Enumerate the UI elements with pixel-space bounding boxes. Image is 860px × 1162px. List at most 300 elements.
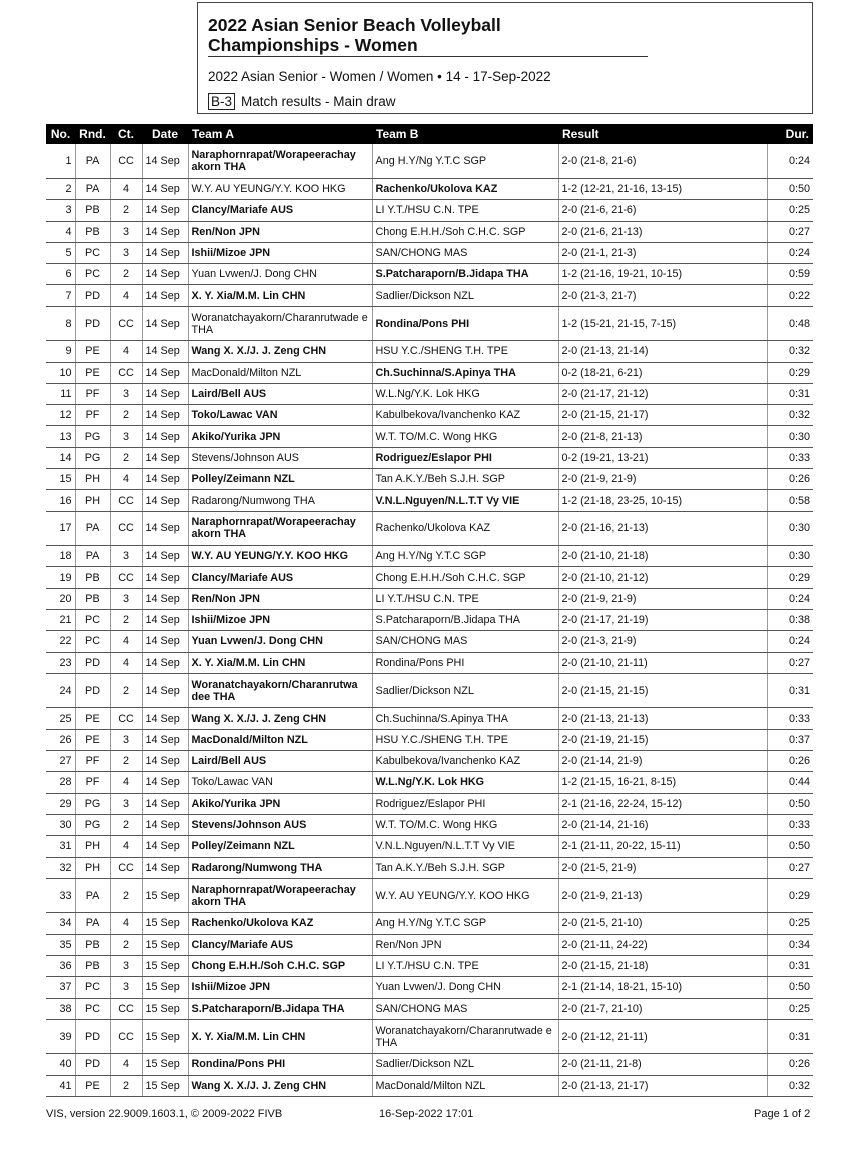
cell-team-b: W.T. TO/M.C. Wong HKG (372, 814, 558, 835)
cell-duration: 0:38 (767, 610, 813, 631)
cell-court: 2 (110, 264, 142, 285)
cell-result: 2-0 (21-15, 21-18) (558, 955, 767, 976)
cell-team-a: Yuan Lvwen/J. Dong CHN (188, 264, 372, 285)
cell-result: 2-0 (21-1, 21-3) (558, 242, 767, 263)
cell-duration: 0:32 (767, 405, 813, 426)
cell-round: PG (75, 793, 110, 814)
cell-date: 14 Sep (142, 144, 188, 179)
cell-duration: 0:25 (767, 998, 813, 1019)
cell-result: 2-0 (21-16, 21-13) (558, 511, 767, 546)
cell-round: PG (75, 447, 110, 468)
cell-date: 14 Sep (142, 242, 188, 263)
cell-match-no: 25 (46, 708, 75, 729)
table-row (46, 200, 813, 221)
cell-result: 2-1 (21-14, 18-21, 15-10) (558, 977, 767, 998)
cell-court: CC (110, 998, 142, 1019)
cell-round: PD (75, 652, 110, 673)
footer-page-number: Page 1 of 2 (754, 1108, 811, 1120)
cell-court: 3 (110, 793, 142, 814)
cell-round: PA (75, 913, 110, 934)
cell-court: CC (110, 567, 142, 588)
cell-court: 2 (110, 1075, 142, 1096)
cell-team-b: LI Y.T./HSU C.N. TPE (372, 588, 558, 609)
header-box (197, 2, 813, 114)
table-row (46, 546, 813, 567)
table-row (46, 793, 813, 814)
cell-court: 2 (110, 814, 142, 835)
cell-date: 14 Sep (142, 588, 188, 609)
cell-team-a: Ishii/Mizoe JPN (188, 977, 372, 998)
cell-team-b: Rodriguez/Eslapor PHI (372, 793, 558, 814)
table-row (46, 955, 813, 976)
table-row (46, 306, 813, 341)
table-row (46, 913, 813, 934)
cell-duration: 0:59 (767, 264, 813, 285)
cell-court: CC (110, 1019, 142, 1054)
section-code: B-3 (208, 93, 235, 110)
cell-match-no: 2 (46, 179, 75, 200)
cell-duration: 0:30 (767, 546, 813, 567)
cell-team-b: Tan A.K.Y./Beh S.J.H. SGP (372, 469, 558, 490)
cell-team-a: Woranatchayakorn/Charanrutwa dee THA (188, 673, 372, 708)
cell-result: 1-2 (21-16, 19-21, 10-15) (558, 264, 767, 285)
cell-team-b: HSU Y.C./SHENG T.H. TPE (372, 341, 558, 362)
cell-duration: 0:50 (767, 179, 813, 200)
col-header-team-a: Team A (188, 124, 372, 144)
cell-duration: 0:33 (767, 447, 813, 468)
table-row (46, 673, 813, 708)
cell-match-no: 3 (46, 200, 75, 221)
cell-match-no: 15 (46, 469, 75, 490)
cell-round: PF (75, 383, 110, 404)
cell-date: 14 Sep (142, 708, 188, 729)
table-row (46, 631, 813, 652)
cell-team-b: SAN/CHONG MAS (372, 242, 558, 263)
cell-court: 4 (110, 836, 142, 857)
event-subtitle: 2022 Asian Senior - Women / Women • 14 - 17-Sep-2022 (208, 69, 551, 84)
cell-result: 2-0 (21-12, 21-11) (558, 1019, 767, 1054)
cell-team-b: Rondina/Pons PHI (372, 652, 558, 673)
cell-duration: 0:29 (767, 567, 813, 588)
cell-result: 2-0 (21-8, 21-6) (558, 144, 767, 179)
cell-date: 14 Sep (142, 729, 188, 750)
cell-team-a: MacDonald/Milton NZL (188, 729, 372, 750)
table-row (46, 836, 813, 857)
cell-court: 4 (110, 285, 142, 306)
cell-duration: 0:25 (767, 913, 813, 934)
cell-result: 2-0 (21-11, 21-8) (558, 1054, 767, 1075)
cell-round: PA (75, 546, 110, 567)
cell-team-b: Ang H.Y/Ng Y.T.C SGP (372, 144, 558, 179)
cell-court: 4 (110, 652, 142, 673)
cell-date: 14 Sep (142, 405, 188, 426)
table-row (46, 405, 813, 426)
cell-match-no: 14 (46, 447, 75, 468)
cell-team-b: V.N.L.Nguyen/N.L.T.T Vy VIE (372, 836, 558, 857)
cell-team-a: MacDonald/Milton NZL (188, 362, 372, 383)
table-row (46, 977, 813, 998)
cell-team-a: X. Y. Xia/M.M. Lin CHN (188, 285, 372, 306)
cell-date: 14 Sep (142, 610, 188, 631)
cell-team-b: Woranatchayakorn/Charanrutwade e THA (372, 1019, 558, 1054)
cell-team-b: Sadlier/Dickson NZL (372, 673, 558, 708)
cell-duration: 0:31 (767, 383, 813, 404)
table-header-row (46, 124, 813, 144)
cell-team-b: LI Y.T./HSU C.N. TPE (372, 200, 558, 221)
cell-match-no: 27 (46, 751, 75, 772)
cell-court: CC (110, 306, 142, 341)
cell-team-b: Sadlier/Dickson NZL (372, 1054, 558, 1075)
cell-date: 14 Sep (142, 567, 188, 588)
col-header-round: Rnd. (75, 124, 110, 144)
cell-duration: 0:37 (767, 729, 813, 750)
table-row (46, 447, 813, 468)
cell-match-no: 16 (46, 490, 75, 511)
cell-result: 1-2 (15-21, 21-15, 7-15) (558, 306, 767, 341)
cell-team-b: Rodriguez/Eslapor PHI (372, 447, 558, 468)
cell-date: 14 Sep (142, 772, 188, 793)
cell-result: 1-2 (21-18, 23-25, 10-15) (558, 490, 767, 511)
table-row (46, 242, 813, 263)
cell-duration: 0:50 (767, 836, 813, 857)
cell-result: 2-0 (21-6, 21-6) (558, 200, 767, 221)
cell-team-a: Naraphornrapat/Worapeerachay akorn THA (188, 511, 372, 546)
table-row (46, 857, 813, 878)
cell-court: 3 (110, 221, 142, 242)
cell-duration: 0:29 (767, 362, 813, 383)
cell-court: CC (110, 511, 142, 546)
cell-court: CC (110, 362, 142, 383)
cell-round: PF (75, 751, 110, 772)
cell-date: 14 Sep (142, 447, 188, 468)
cell-team-b: V.N.L.Nguyen/N.L.T.T Vy VIE (372, 490, 558, 511)
cell-team-b: W.L.Ng/Y.K. Lok HKG (372, 772, 558, 793)
cell-result: 2-1 (21-11, 20-22, 15-11) (558, 836, 767, 857)
title-line-1: 2022 Asian Senior Beach Volleyball (208, 15, 501, 35)
table-row (46, 708, 813, 729)
footer-datetime: 16-Sep-2022 17:01 (379, 1108, 474, 1120)
cell-result: 2-0 (21-13, 21-14) (558, 341, 767, 362)
cell-match-no: 7 (46, 285, 75, 306)
cell-duration: 0:24 (767, 588, 813, 609)
cell-match-no: 23 (46, 652, 75, 673)
page-title (208, 15, 648, 57)
cell-match-no: 19 (46, 567, 75, 588)
cell-round: PH (75, 857, 110, 878)
cell-match-no: 26 (46, 729, 75, 750)
cell-date: 15 Sep (142, 913, 188, 934)
cell-team-b: SAN/CHONG MAS (372, 631, 558, 652)
cell-match-no: 22 (46, 631, 75, 652)
cell-team-b: Ang H.Y/Ng Y.T.C SGP (372, 546, 558, 567)
cell-round: PC (75, 610, 110, 631)
cell-date: 14 Sep (142, 673, 188, 708)
cell-duration: 0:32 (767, 341, 813, 362)
cell-team-a: Woranatchayakorn/Charanrutwade e THA (188, 306, 372, 341)
cell-result: 2-0 (21-15, 21-17) (558, 405, 767, 426)
table-row (46, 426, 813, 447)
cell-duration: 0:34 (767, 934, 813, 955)
cell-duration: 0:31 (767, 673, 813, 708)
cell-team-a: Radarong/Numwong THA (188, 490, 372, 511)
cell-duration: 0:30 (767, 426, 813, 447)
cell-result: 2-0 (21-9, 21-9) (558, 469, 767, 490)
cell-team-b: LI Y.T./HSU C.N. TPE (372, 955, 558, 976)
cell-date: 14 Sep (142, 490, 188, 511)
table-row (46, 567, 813, 588)
cell-duration: 0:44 (767, 772, 813, 793)
cell-court: 3 (110, 955, 142, 976)
cell-result: 2-0 (21-3, 21-9) (558, 631, 767, 652)
cell-court: 2 (110, 751, 142, 772)
cell-team-b: Chong E.H.H./Soh C.H.C. SGP (372, 221, 558, 242)
table-row (46, 511, 813, 546)
cell-court: 4 (110, 341, 142, 362)
cell-round: PH (75, 836, 110, 857)
cell-date: 14 Sep (142, 793, 188, 814)
cell-duration: 0:48 (767, 306, 813, 341)
cell-result: 2-0 (21-10, 21-12) (558, 567, 767, 588)
cell-result: 2-0 (21-14, 21-16) (558, 814, 767, 835)
cell-duration: 0:32 (767, 1075, 813, 1096)
table-row (46, 1054, 813, 1075)
cell-duration: 0:24 (767, 631, 813, 652)
cell-round: PH (75, 469, 110, 490)
cell-duration: 0:24 (767, 242, 813, 263)
cell-result: 2-0 (21-8, 21-13) (558, 426, 767, 447)
cell-match-no: 12 (46, 405, 75, 426)
cell-team-a: Toko/Lawac VAN (188, 772, 372, 793)
cell-round: PD (75, 306, 110, 341)
cell-match-no: 5 (46, 242, 75, 263)
footer-version: VIS, version 22.9009.1603.1, © 2009-2022 FIVB (46, 1108, 283, 1120)
cell-round: PG (75, 814, 110, 835)
cell-team-b: S.Patcharaporn/B.Jidapa THA (372, 610, 558, 631)
cell-round: PC (75, 977, 110, 998)
cell-date: 14 Sep (142, 362, 188, 383)
cell-team-b: Rachenko/Ukolova KAZ (372, 179, 558, 200)
cell-result: 2-0 (21-19, 21-15) (558, 729, 767, 750)
cell-date: 14 Sep (142, 306, 188, 341)
cell-round: PA (75, 878, 110, 913)
cell-result: 2-0 (21-9, 21-13) (558, 878, 767, 913)
cell-team-b: MacDonald/Milton NZL (372, 1075, 558, 1096)
cell-team-a: Radarong/Numwong THA (188, 857, 372, 878)
cell-date: 14 Sep (142, 341, 188, 362)
cell-team-a: Wang X. X./J. J. Zeng CHN (188, 341, 372, 362)
cell-result: 2-0 (21-9, 21-9) (558, 588, 767, 609)
cell-round: PF (75, 405, 110, 426)
table-row (46, 610, 813, 631)
cell-court: 4 (110, 1054, 142, 1075)
cell-date: 15 Sep (142, 1019, 188, 1054)
cell-date: 14 Sep (142, 264, 188, 285)
cell-team-a: Akiko/Yurika JPN (188, 426, 372, 447)
cell-round: PE (75, 1075, 110, 1096)
table-row (46, 221, 813, 242)
cell-date: 14 Sep (142, 511, 188, 546)
cell-team-a: Clancy/Mariafe AUS (188, 567, 372, 588)
cell-result: 0-2 (18-21, 6-21) (558, 362, 767, 383)
cell-match-no: 13 (46, 426, 75, 447)
cell-match-no: 35 (46, 934, 75, 955)
results-table (46, 124, 813, 1097)
cell-team-b: Rachenko/Ukolova KAZ (372, 511, 558, 546)
cell-court: 2 (110, 934, 142, 955)
cell-match-no: 38 (46, 998, 75, 1019)
cell-date: 15 Sep (142, 934, 188, 955)
cell-result: 2-0 (21-3, 21-7) (558, 285, 767, 306)
cell-duration: 0:26 (767, 751, 813, 772)
cell-match-no: 8 (46, 306, 75, 341)
cell-duration: 0:26 (767, 469, 813, 490)
cell-duration: 0:31 (767, 955, 813, 976)
cell-result: 2-0 (21-7, 21-10) (558, 998, 767, 1019)
cell-team-a: Ren/Non JPN (188, 221, 372, 242)
cell-match-no: 18 (46, 546, 75, 567)
cell-duration: 0:27 (767, 652, 813, 673)
cell-round: PA (75, 179, 110, 200)
cell-team-a: Toko/Lawac VAN (188, 405, 372, 426)
cell-team-a: Ishii/Mizoe JPN (188, 610, 372, 631)
cell-duration: 0:25 (767, 200, 813, 221)
table-row (46, 1019, 813, 1054)
cell-court: 3 (110, 383, 142, 404)
cell-court: 2 (110, 447, 142, 468)
cell-team-a: X. Y. Xia/M.M. Lin CHN (188, 652, 372, 673)
cell-team-b: Ren/Non JPN (372, 934, 558, 955)
col-header-court: Ct. (110, 124, 142, 144)
cell-date: 14 Sep (142, 426, 188, 447)
cell-team-b: Ch.Suchinna/S.Apinya THA (372, 362, 558, 383)
cell-court: CC (110, 144, 142, 179)
table-row (46, 772, 813, 793)
table-row (46, 1075, 813, 1096)
cell-court: 4 (110, 631, 142, 652)
cell-result: 1-2 (21-15, 16-21, 8-15) (558, 772, 767, 793)
table-row (46, 264, 813, 285)
cell-match-no: 30 (46, 814, 75, 835)
cell-duration: 0:22 (767, 285, 813, 306)
cell-round: PE (75, 708, 110, 729)
cell-court: 3 (110, 588, 142, 609)
cell-team-a: Rondina/Pons PHI (188, 1054, 372, 1075)
cell-team-a: Naraphornrapat/Worapeerachay akorn THA (188, 144, 372, 179)
cell-team-a: W.Y. AU YEUNG/Y.Y. KOO HKG (188, 546, 372, 567)
cell-match-no: 4 (46, 221, 75, 242)
cell-team-a: X. Y. Xia/M.M. Lin CHN (188, 1019, 372, 1054)
cell-match-no: 33 (46, 878, 75, 913)
cell-result: 2-0 (21-14, 21-9) (558, 751, 767, 772)
cell-team-a: Polley/Zeimann NZL (188, 469, 372, 490)
cell-result: 2-0 (21-11, 24-22) (558, 934, 767, 955)
cell-court: 2 (110, 610, 142, 631)
table-row (46, 814, 813, 835)
cell-match-no: 17 (46, 511, 75, 546)
cell-round: PC (75, 264, 110, 285)
cell-round: PB (75, 221, 110, 242)
title-line-2: Championships - Women (208, 35, 418, 55)
cell-duration: 0:27 (767, 857, 813, 878)
cell-court: CC (110, 490, 142, 511)
cell-result: 1-2 (12-21, 21-16, 13-15) (558, 179, 767, 200)
col-header-team-b: Team B (372, 124, 558, 144)
cell-round: PB (75, 934, 110, 955)
cell-match-no: 24 (46, 673, 75, 708)
cell-date: 14 Sep (142, 200, 188, 221)
cell-team-b: HSU Y.C./SHENG T.H. TPE (372, 729, 558, 750)
cell-team-a: Ishii/Mizoe JPN (188, 242, 372, 263)
cell-date: 14 Sep (142, 546, 188, 567)
cell-duration: 0:33 (767, 814, 813, 835)
cell-round: PD (75, 285, 110, 306)
cell-team-a: Wang X. X./J. J. Zeng CHN (188, 1075, 372, 1096)
cell-duration: 0:31 (767, 1019, 813, 1054)
cell-match-no: 9 (46, 341, 75, 362)
cell-round: PH (75, 490, 110, 511)
table-row (46, 341, 813, 362)
cell-match-no: 1 (46, 144, 75, 179)
cell-team-b: Sadlier/Dickson NZL (372, 285, 558, 306)
table-row (46, 285, 813, 306)
table-row (46, 729, 813, 750)
cell-date: 14 Sep (142, 631, 188, 652)
col-header-result: Result (558, 124, 767, 144)
cell-team-a: W.Y. AU YEUNG/Y.Y. KOO HKG (188, 179, 372, 200)
cell-date: 14 Sep (142, 179, 188, 200)
cell-match-no: 28 (46, 772, 75, 793)
cell-court: 4 (110, 469, 142, 490)
cell-court: 3 (110, 977, 142, 998)
cell-court: 2 (110, 200, 142, 221)
cell-team-a: Yuan Lvwen/J. Dong CHN (188, 631, 372, 652)
cell-match-no: 10 (46, 362, 75, 383)
cell-result: 2-0 (21-17, 21-19) (558, 610, 767, 631)
table-row (46, 490, 813, 511)
cell-date: 15 Sep (142, 977, 188, 998)
cell-match-no: 39 (46, 1019, 75, 1054)
cell-match-no: 36 (46, 955, 75, 976)
cell-match-no: 29 (46, 793, 75, 814)
cell-date: 15 Sep (142, 878, 188, 913)
cell-team-a: Chong E.H.H./Soh C.H.C. SGP (188, 955, 372, 976)
cell-date: 14 Sep (142, 285, 188, 306)
cell-team-a: Laird/Bell AUS (188, 383, 372, 404)
table-row (46, 652, 813, 673)
table-row (46, 751, 813, 772)
cell-match-no: 40 (46, 1054, 75, 1075)
table-row (46, 383, 813, 404)
cell-team-b: SAN/CHONG MAS (372, 998, 558, 1019)
cell-match-no: 6 (46, 264, 75, 285)
cell-round: PC (75, 998, 110, 1019)
table-row (46, 469, 813, 490)
col-header-date: Date (142, 124, 188, 144)
table-row (46, 588, 813, 609)
cell-result: 2-0 (21-13, 21-13) (558, 708, 767, 729)
cell-match-no: 11 (46, 383, 75, 404)
cell-court: 4 (110, 772, 142, 793)
cell-team-b: Ch.Suchinna/S.Apinya THA (372, 708, 558, 729)
cell-match-no: 32 (46, 857, 75, 878)
cell-duration: 0:33 (767, 708, 813, 729)
cell-round: PE (75, 341, 110, 362)
cell-team-a: Clancy/Mariafe AUS (188, 934, 372, 955)
cell-team-a: Ren/Non JPN (188, 588, 372, 609)
cell-date: 14 Sep (142, 751, 188, 772)
cell-duration: 0:58 (767, 490, 813, 511)
table-row (46, 362, 813, 383)
